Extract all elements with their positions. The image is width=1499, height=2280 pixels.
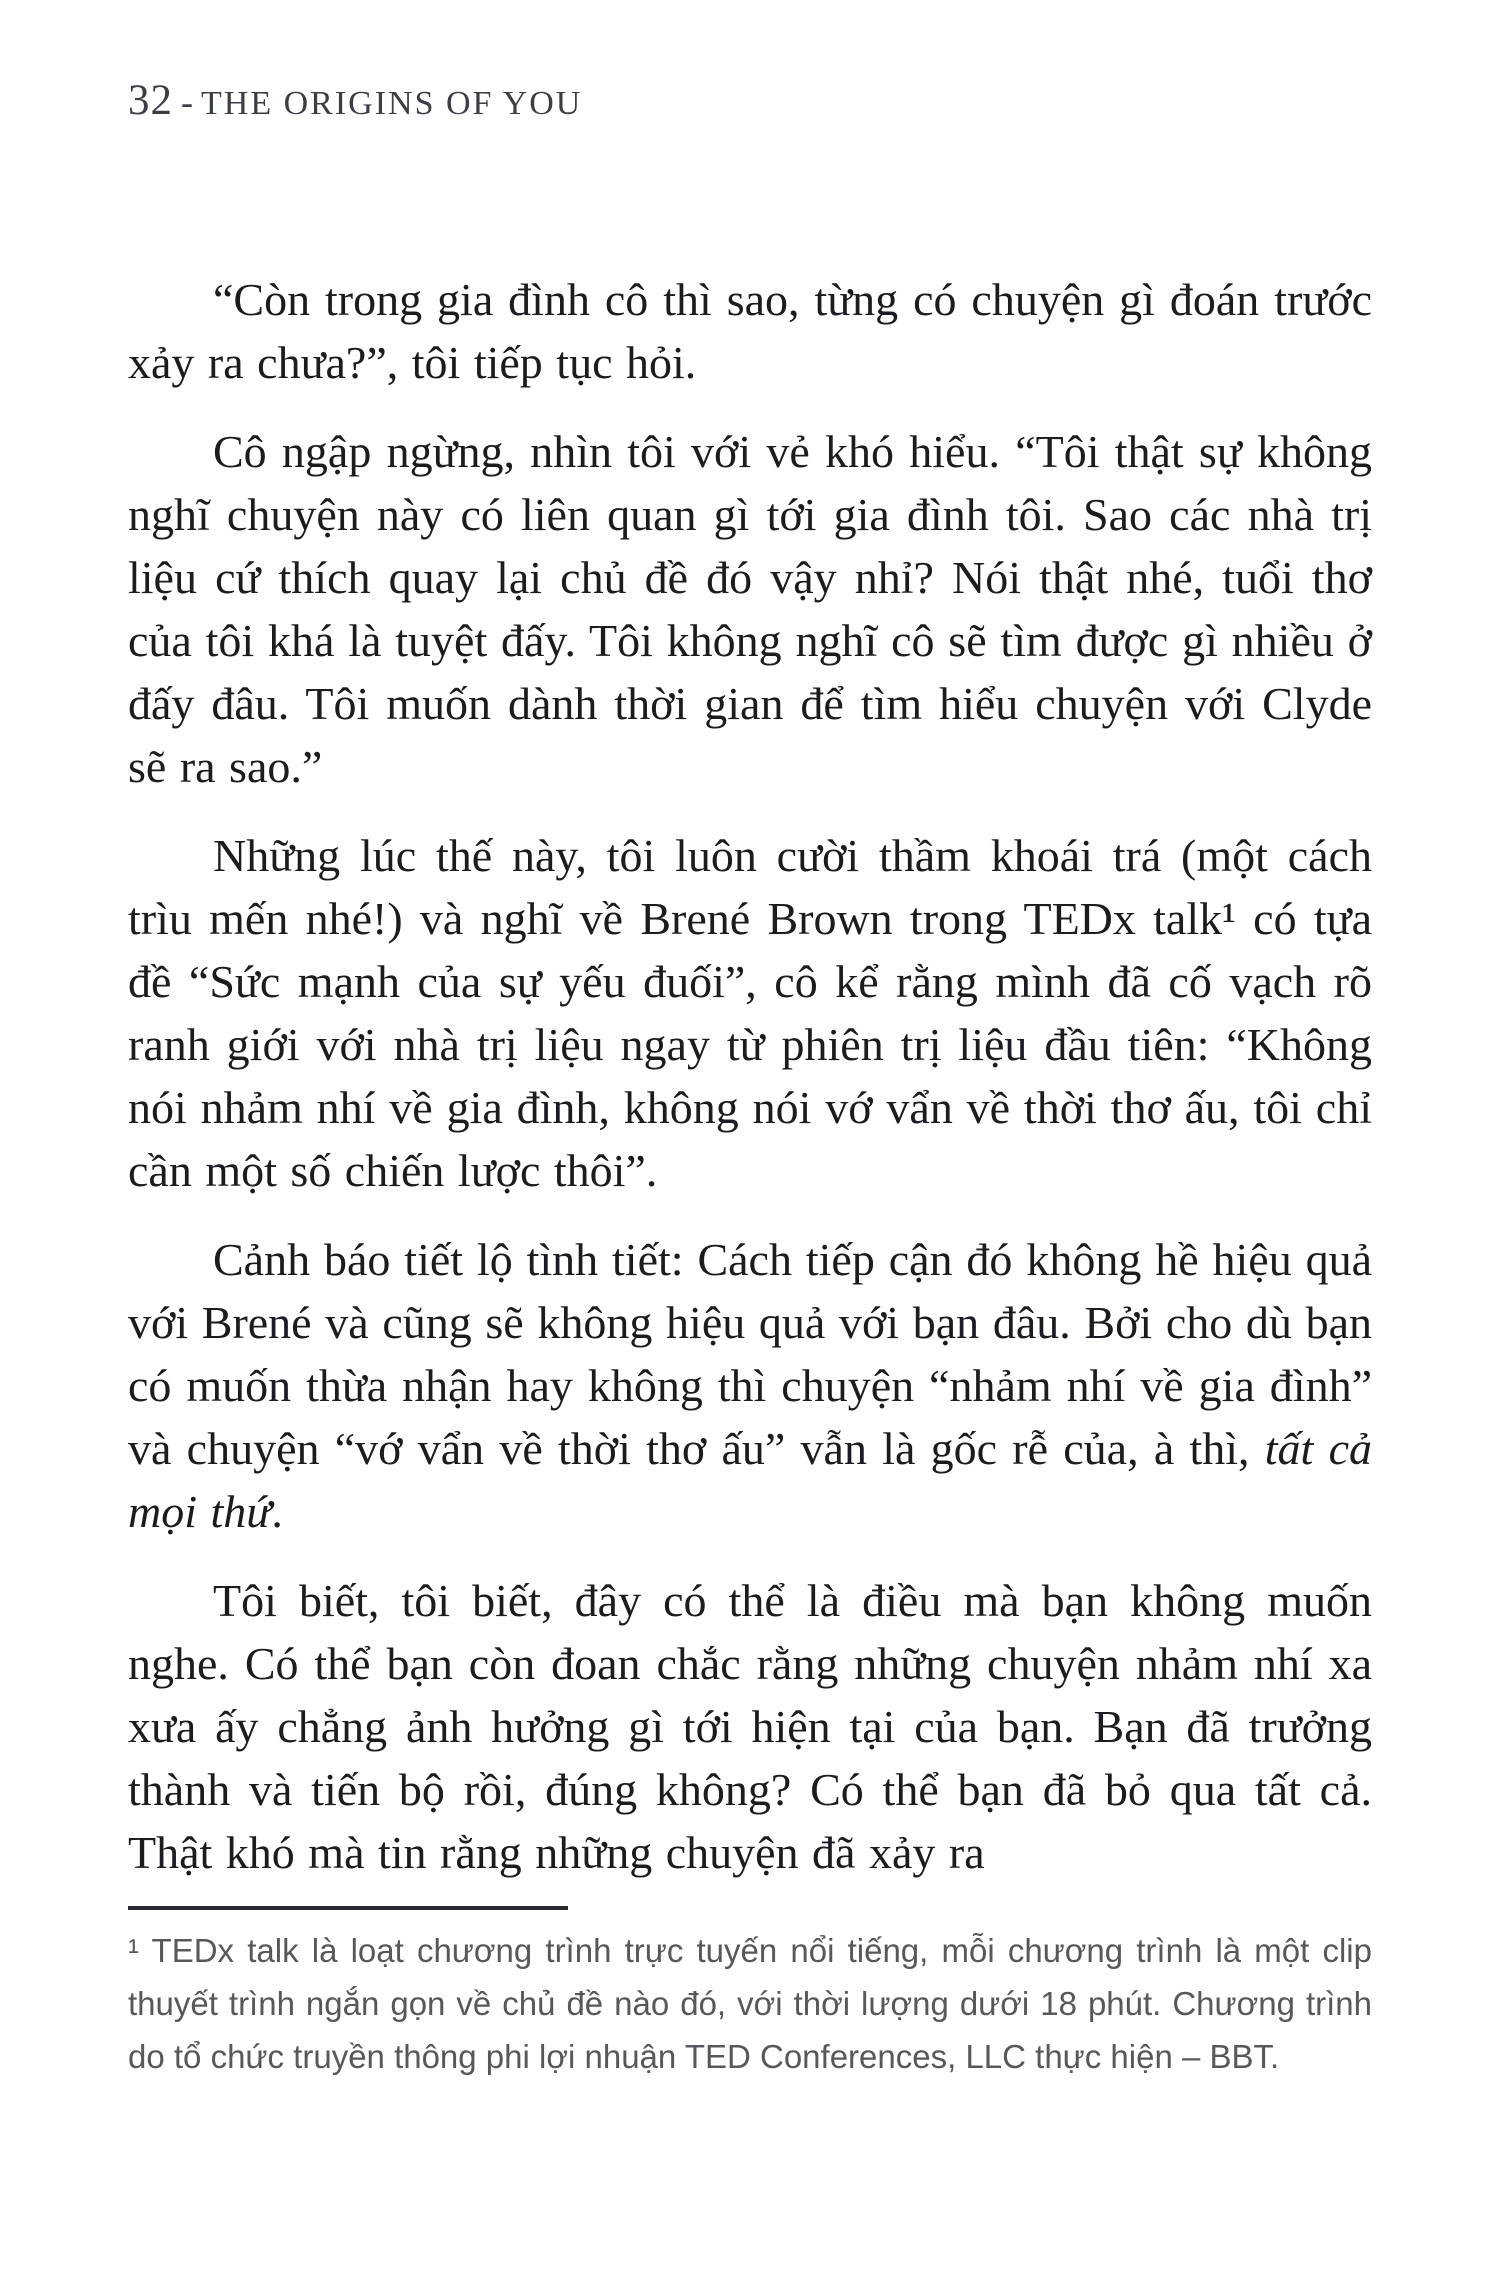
body-paragraph-5: Tôi biết, tôi biết, đây có thể là điều mà bạn không muốn nghe. Có thể bạn còn đoan chắc rằng những chuyện nhảm nhí xa xưa ấy chẳng ảnh hưởng gì tới hiện tại của bạn. Bạn đã trưởng thành và tiến bộ rồi, đúng không? Có thể bạn đã bỏ qua tất cả. Thật khó mà tin rằng những chuyện đã xảy ra [128,1575,1372,1878]
book-title: THE ORIGINS OF YOU [201,85,583,122]
running-header [128,76,582,125]
footnote-text: ¹ TEDx talk là loạt chương trình trực tuyến nổi tiếng, mỗi chương trình là một clip thuyết trình ngắn gọn về chủ đề nào đó, với thời lượng dưới 18 phút. Chương trình do tổ chức truyền thông phi lợi nhuận TED Conferences, LLC thực hiện – BBT. [128,1932,1372,2075]
footnote-divider [128,1906,568,1910]
body-paragraph-3: Những lúc thế này, tôi luôn cười thầm khoái trá (một cách trìu mến nhé!) và nghĩ về Brené Brown trong TEDx talk¹ có tựa đề “Sức mạnh của sự yếu đuối”, cô kể rằng mình đã cố vạch rõ ranh giới với nhà trị liệu ngay từ phiên trị liệu đầu tiên: “Không nói nhảm nhí về gia đình, không nói vớ vẩn về thời thơ ấu, tôi chỉ cần một số chiến lược thôi”. [128,830,1372,1196]
header-separator: - [181,82,193,122]
paragraph-4-text: Cảnh báo tiết lộ tình tiết: Cách tiếp cận đó không hề hiệu quả với Brené và cũng sẽ không hiệu quả với bạn đâu. Bởi cho dù bạn có muốn thừa nhận hay không thì chuyện “nhảm nhí về gia đình” và chuyện “vớ vẩn về thời thơ ấu” vẫn là gốc rễ của, à thì, [128,1234,1372,1474]
page-body [128,268,1372,1910]
body-paragraph-4 [128,1228,1372,1543]
page-number: 32 [128,77,173,124]
paragraph-4-italic-phrase: tất cả mọi thứ [128,1423,1372,1537]
body-paragraph-2: Cô ngập ngừng, nhìn tôi với vẻ khó hiểu. “Tôi thật sự không nghĩ chuyện này có liên quan gì tới gia đình tôi. Sao các nhà trị liệu cứ thích quay lại chủ đề đó vậy nhỉ? Nói thật nhé, tuổi thơ của tôi khá là tuyệt đấy. Tôi không nghĩ cô sẽ tìm được gì nhiều ở đấy đâu. Tôi muốn dành thời gian để tìm hiểu chuyện với Clyde sẽ ra sao.” [128,426,1372,792]
body-paragraph-1: “Còn trong gia đình cô thì sao, từng có chuyện gì đoán trước xảy ra chưa?”, tôi tiếp tục hỏi. [128,274,1372,388]
paragraph-4-period: . [271,1486,283,1537]
